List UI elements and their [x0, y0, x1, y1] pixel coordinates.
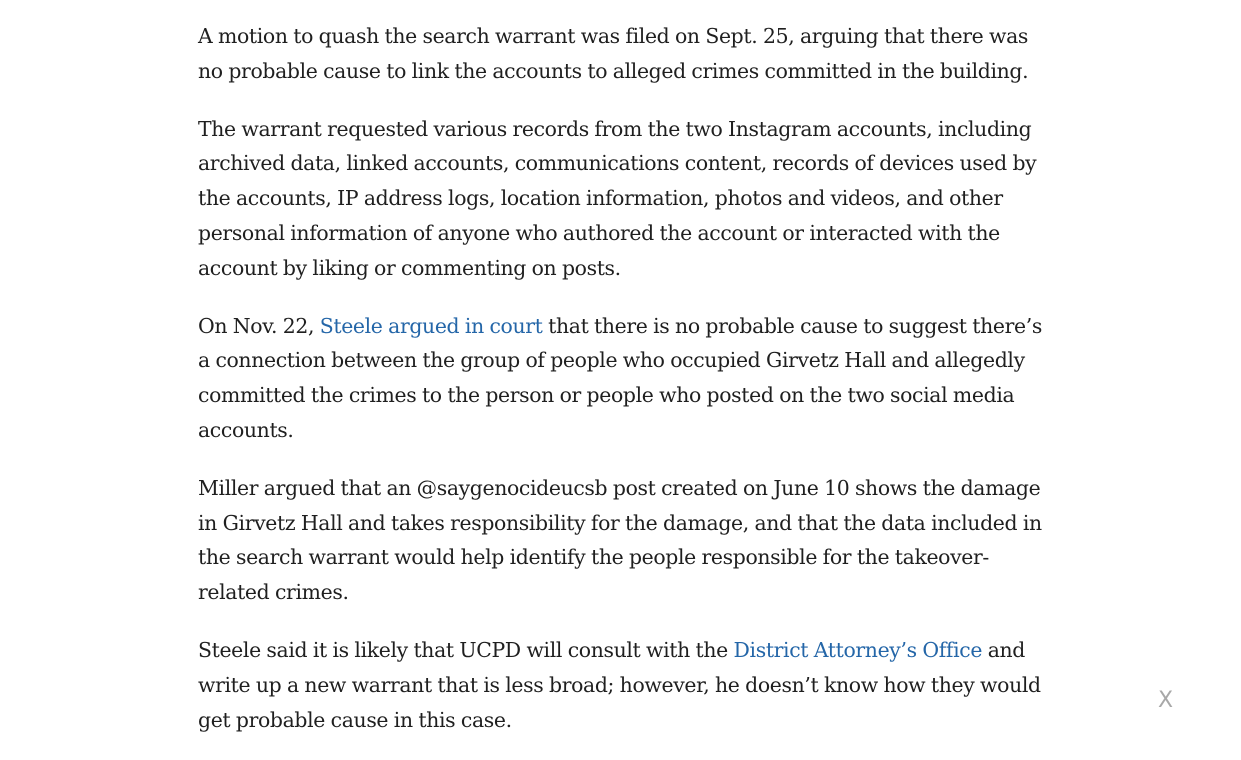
paragraph-text: and write up a new warrant that is less broad; however, he doesn’t know how they would get probable cause in this case.	[198, 637, 1041, 732]
steele-argued-link[interactable]: Steele argued in court	[319, 313, 543, 338]
paragraph-miller-argued: Miller argued that an @saygenocideucsb post created on June 10 shows the damage in Girvetz Hall and takes responsibility for the damage, and that the data included in the search warrant would help identify the people responsible for the takeover-related crimes.	[198, 475, 1042, 605]
paragraph-text: Steele said it is likely that UCPD will consult with the	[198, 637, 734, 662]
paragraph-warrant-records: The warrant requested various records from the two Instagram accounts, including archived data, linked accounts, communications content, records of devices used by the accounts, IP address logs, location information, photos and videos, and other personal information of anyone who authored the account or interacted with the account by liking or commenting on posts.	[198, 116, 1037, 280]
paragraph-motion-to-quash: A motion to quash the search warrant was filed on Sept. 25, arguing that there was no probable cause to link the accounts to alleged crimes committed in the building.	[198, 24, 1029, 83]
paragraph-text: On Nov. 22,	[198, 313, 320, 338]
close-button[interactable]: X	[1158, 688, 1174, 713]
article-body	[198, 19, 1048, 760]
paragraph-steele-argued	[198, 309, 1048, 448]
district-attorney-link[interactable]: District Attorney’s Office	[733, 637, 983, 662]
paragraph-steele-said	[198, 633, 1048, 737]
paragraph-text: that there is no probable cause to suggest there’s a connection between the group of people who occupied Girvetz Hall and allegedly committed the crimes to the person or people who posted on the two social media accounts.	[198, 313, 1042, 442]
